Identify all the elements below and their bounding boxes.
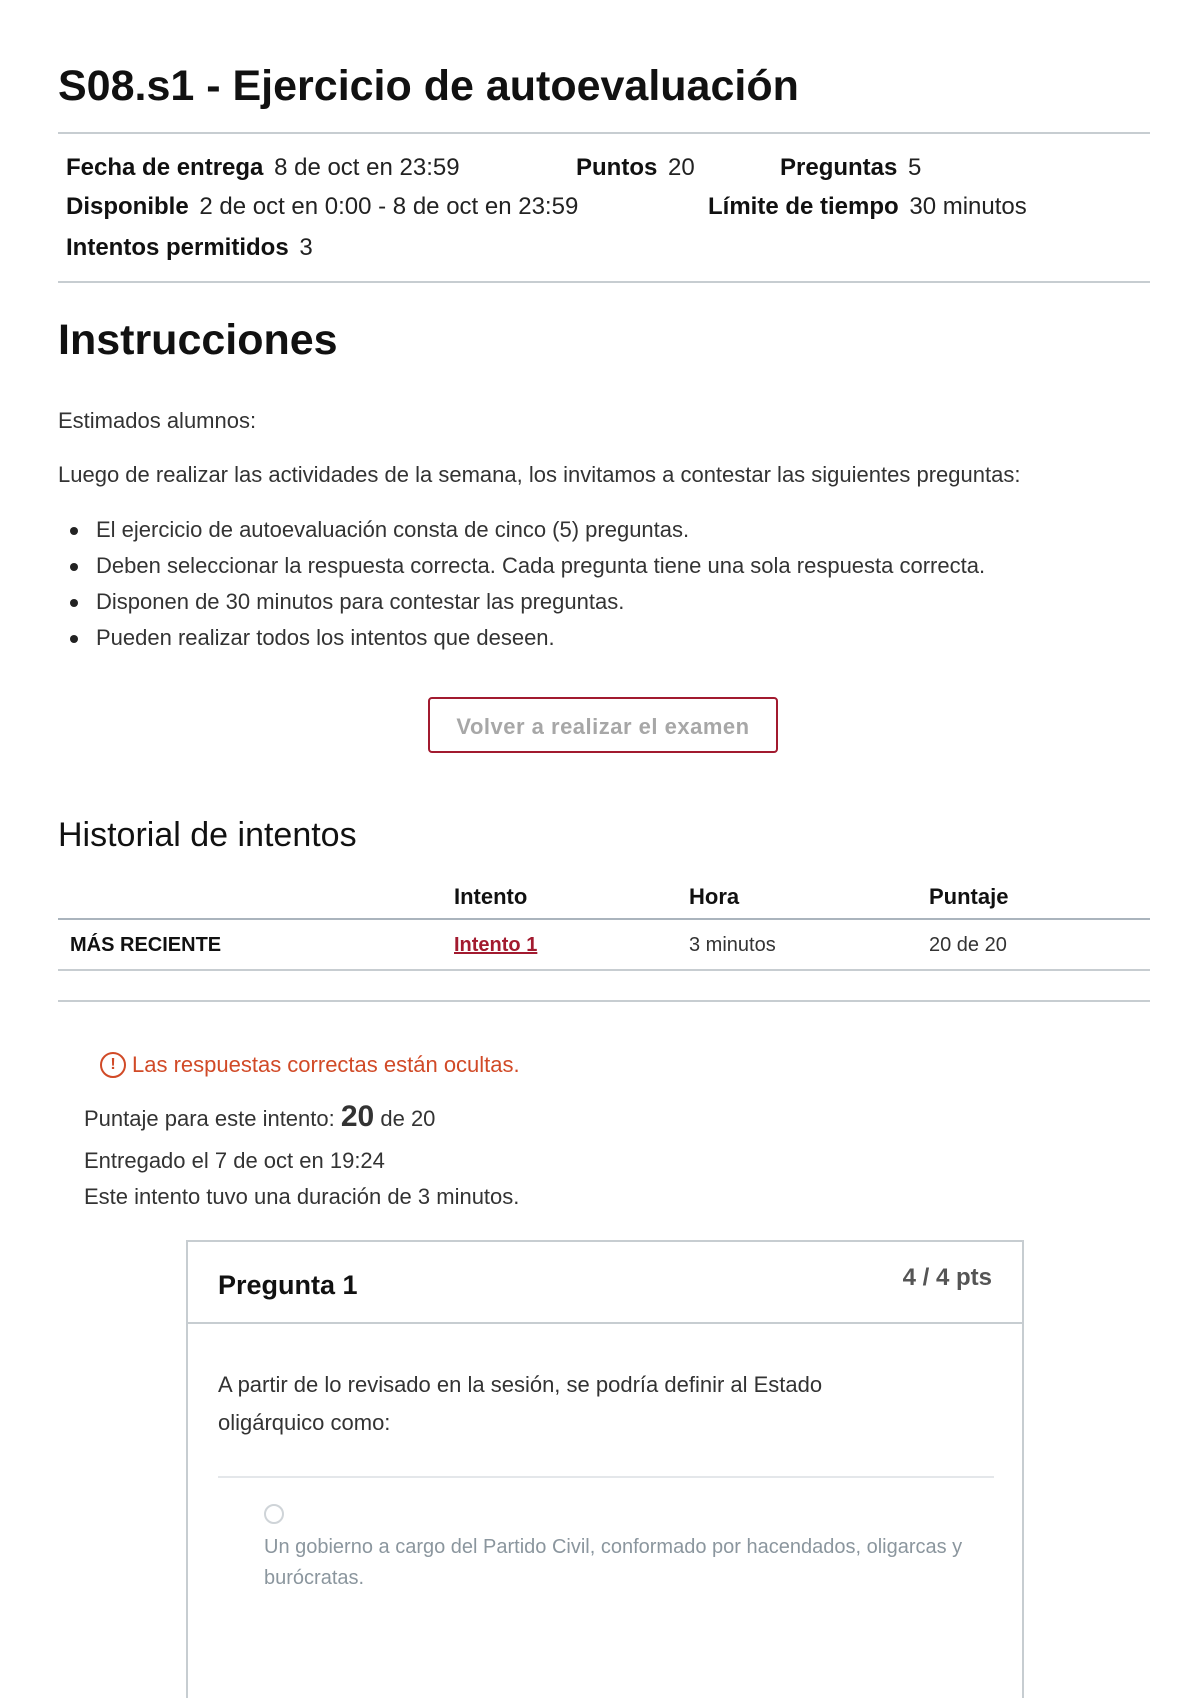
divider xyxy=(58,1000,1150,1002)
attempt-history-heading: Historial de intentos xyxy=(58,816,357,854)
points-value: 20 xyxy=(668,154,695,181)
divider xyxy=(58,281,1150,283)
availability xyxy=(66,193,578,221)
score-suffix: de 20 xyxy=(380,1106,436,1131)
score-value: 20 xyxy=(340,1100,375,1133)
allowed-attempts-value: 3 xyxy=(299,234,313,261)
allowed-attempts xyxy=(66,234,313,262)
row-label: MÁS RECIENTE xyxy=(70,934,222,956)
column-header-attempt: Intento xyxy=(454,884,528,909)
attempt-duration: Este intento tuvo una duración de 3 minutos. xyxy=(84,1184,520,1209)
questions-label: Preguntas xyxy=(780,154,898,181)
points-label: Puntos xyxy=(576,154,658,181)
list-item: Disponen de 30 minutos para contestar las preguntas. xyxy=(58,588,985,624)
answer-text: Un gobierno a cargo del Partido Civil, conformado por hacendados, oligarcas y burócratas. xyxy=(264,1536,963,1589)
time-limit-value: 30 minutos xyxy=(909,193,1027,220)
question-card xyxy=(186,1240,1024,1698)
warning-icon: ! xyxy=(100,1052,126,1078)
due-date xyxy=(66,154,460,182)
page-title: S08.s1 - Ejercicio de autoevaluación xyxy=(58,62,799,110)
answer-radio[interactable] xyxy=(264,1504,284,1524)
column-header-time: Hora xyxy=(689,884,740,909)
time-limit-label: Límite de tiempo xyxy=(708,193,899,220)
instructions-list xyxy=(58,516,985,660)
due-date-value: 8 de oct en 23:59 xyxy=(274,154,460,181)
question-text: A partir de lo revisado en la sesión, se podría definir al Estado oligárquico como: xyxy=(218,1372,823,1435)
submitted-at: Entregado el 7 de oct en 19:24 xyxy=(84,1148,385,1173)
retake-quiz-button[interactable]: Volver a realizar el examen xyxy=(428,697,778,753)
divider xyxy=(58,132,1150,134)
time-limit xyxy=(708,193,1027,221)
allowed-attempts-label: Intentos permitidos xyxy=(66,234,289,261)
question-header xyxy=(188,1242,1022,1324)
hidden-answers-notice xyxy=(100,1052,520,1078)
intro-text: Luego de realizar las actividades de la semana, los invitamos a contestar las siguientes preguntas: xyxy=(58,462,1021,487)
attempt-time: 3 minutos xyxy=(689,934,776,956)
question-points: 4 / 4 pts xyxy=(902,1264,992,1291)
divider xyxy=(218,1476,994,1478)
list-item: Deben seleccionar la respuesta correcta. Cada pregunta tiene una sola respuesta correcta. xyxy=(58,552,985,588)
availability-label: Disponible xyxy=(66,193,189,220)
greeting-text: Estimados alumnos: xyxy=(58,408,257,433)
availability-value: 2 de oct en 0:00 - 8 de oct en 23:59 xyxy=(199,193,579,220)
questions-count xyxy=(780,154,921,182)
attempt-score-line xyxy=(84,1100,435,1134)
table-header-divider xyxy=(58,918,1150,920)
column-header-score: Puntaje xyxy=(929,884,1009,909)
attempt-link[interactable]: Intento 1 xyxy=(454,934,538,956)
attempt-score: 20 de 20 xyxy=(929,934,1007,956)
notice-text: Las respuestas correctas están ocultas. xyxy=(132,1052,520,1077)
score-prefix: Puntaje para este intento: xyxy=(84,1106,335,1131)
instructions-heading: Instrucciones xyxy=(58,316,338,364)
question-title: Pregunta 1 xyxy=(218,1270,358,1300)
questions-value: 5 xyxy=(908,154,922,181)
list-item: Pueden realizar todos los intentos que deseen. xyxy=(58,624,985,660)
list-item: El ejercicio de autoevaluación consta de cinco (5) preguntas. xyxy=(58,516,985,552)
due-date-label: Fecha de entrega xyxy=(66,154,264,181)
divider xyxy=(58,969,1150,971)
points xyxy=(576,154,695,182)
